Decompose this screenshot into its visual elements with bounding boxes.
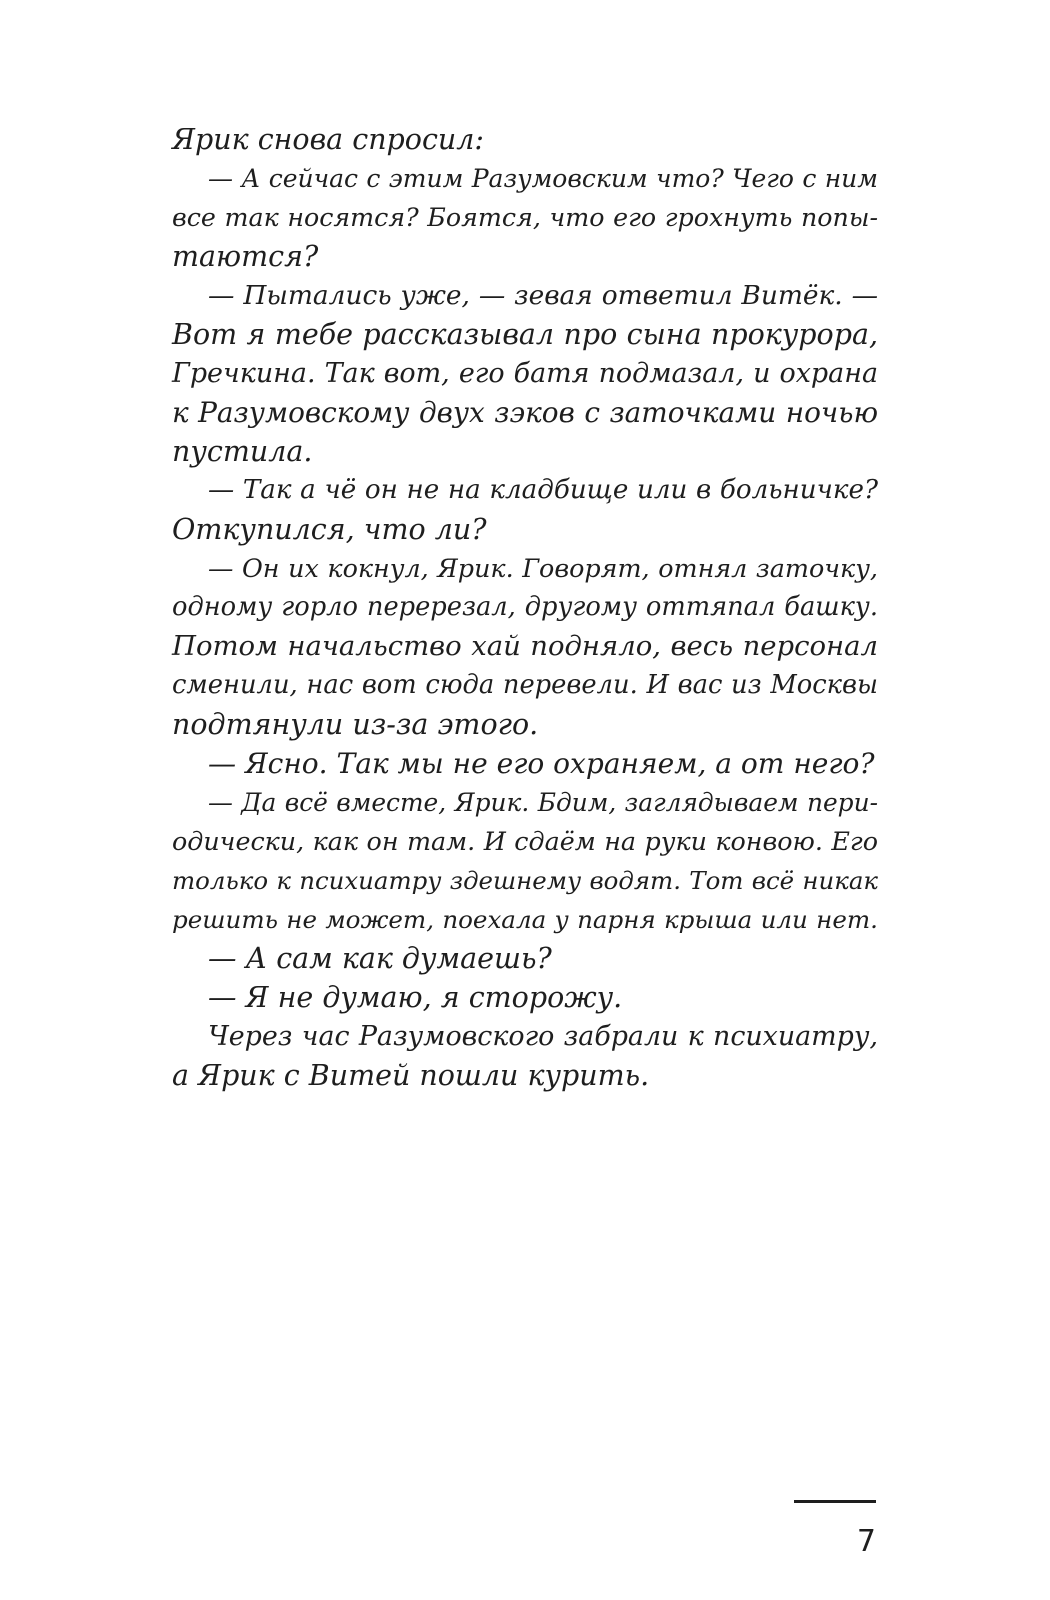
text-line: подтянули из-за этого. [172, 708, 539, 741]
text-line: пустила. [172, 435, 313, 468]
text-line: — Да всё вместе, Ярик. Бдим, заглядываем пери- [208, 788, 878, 817]
page-number-rule [794, 1500, 876, 1503]
text-line: Гречкина. Так вот, его батя подмазал, и охрана [172, 358, 878, 389]
text-line: таются? [172, 240, 319, 273]
text-line: Ярик снова спросил: [172, 123, 485, 156]
text-line: только к психиатру здешнему водят. Тот всё никак [172, 866, 878, 895]
text-line: — Я не думаю, я сторожу. [208, 981, 623, 1014]
text-line: а Ярик с Витей пошли курить. [172, 1059, 650, 1092]
text-line: — А сейчас с этим Разумовским что? Чего с ним [208, 164, 878, 193]
text-line: к Разумовскому двух зэков с заточками ночью [172, 396, 878, 429]
text-line: — Так а чё он не на кладбище или в больничке? [208, 475, 878, 505]
text-line: сменили, нас вот сюда перевели. И вас из Москвы [172, 670, 878, 700]
text-line: одному горло перерезал, другому оттяпал башку. [172, 592, 878, 622]
text-line: — Он их кокнул, Ярик. Говорят, отнял заточку, [208, 553, 878, 583]
text-line: все так носятся? Боятся, что его грохнуть попы- [172, 202, 878, 232]
text-line: Через час Разумовского забрали к психиатру, [208, 1021, 878, 1052]
text-line: Вот я тебе рассказывал про сына прокурора, [172, 318, 878, 351]
text-line: решить не может, поехала у парня крыша или нет. [172, 905, 878, 934]
text-line: Потом начальство хай подняло, весь персонал [172, 630, 878, 662]
body-text [172, 120, 878, 1095]
text-line: одически, как он там. И сдаём на руки конвою. Его [172, 826, 878, 856]
text-line: — А сам как думаешь? [208, 942, 552, 975]
text-line: — Ясно. Так мы не его охраняем, а от него? [208, 747, 875, 780]
page-number: 7 [856, 1524, 876, 1559]
text-line: — Пытались уже, — зевая ответил Витёк. — [208, 280, 878, 311]
text-line: Откупился, что ли? [172, 513, 487, 546]
